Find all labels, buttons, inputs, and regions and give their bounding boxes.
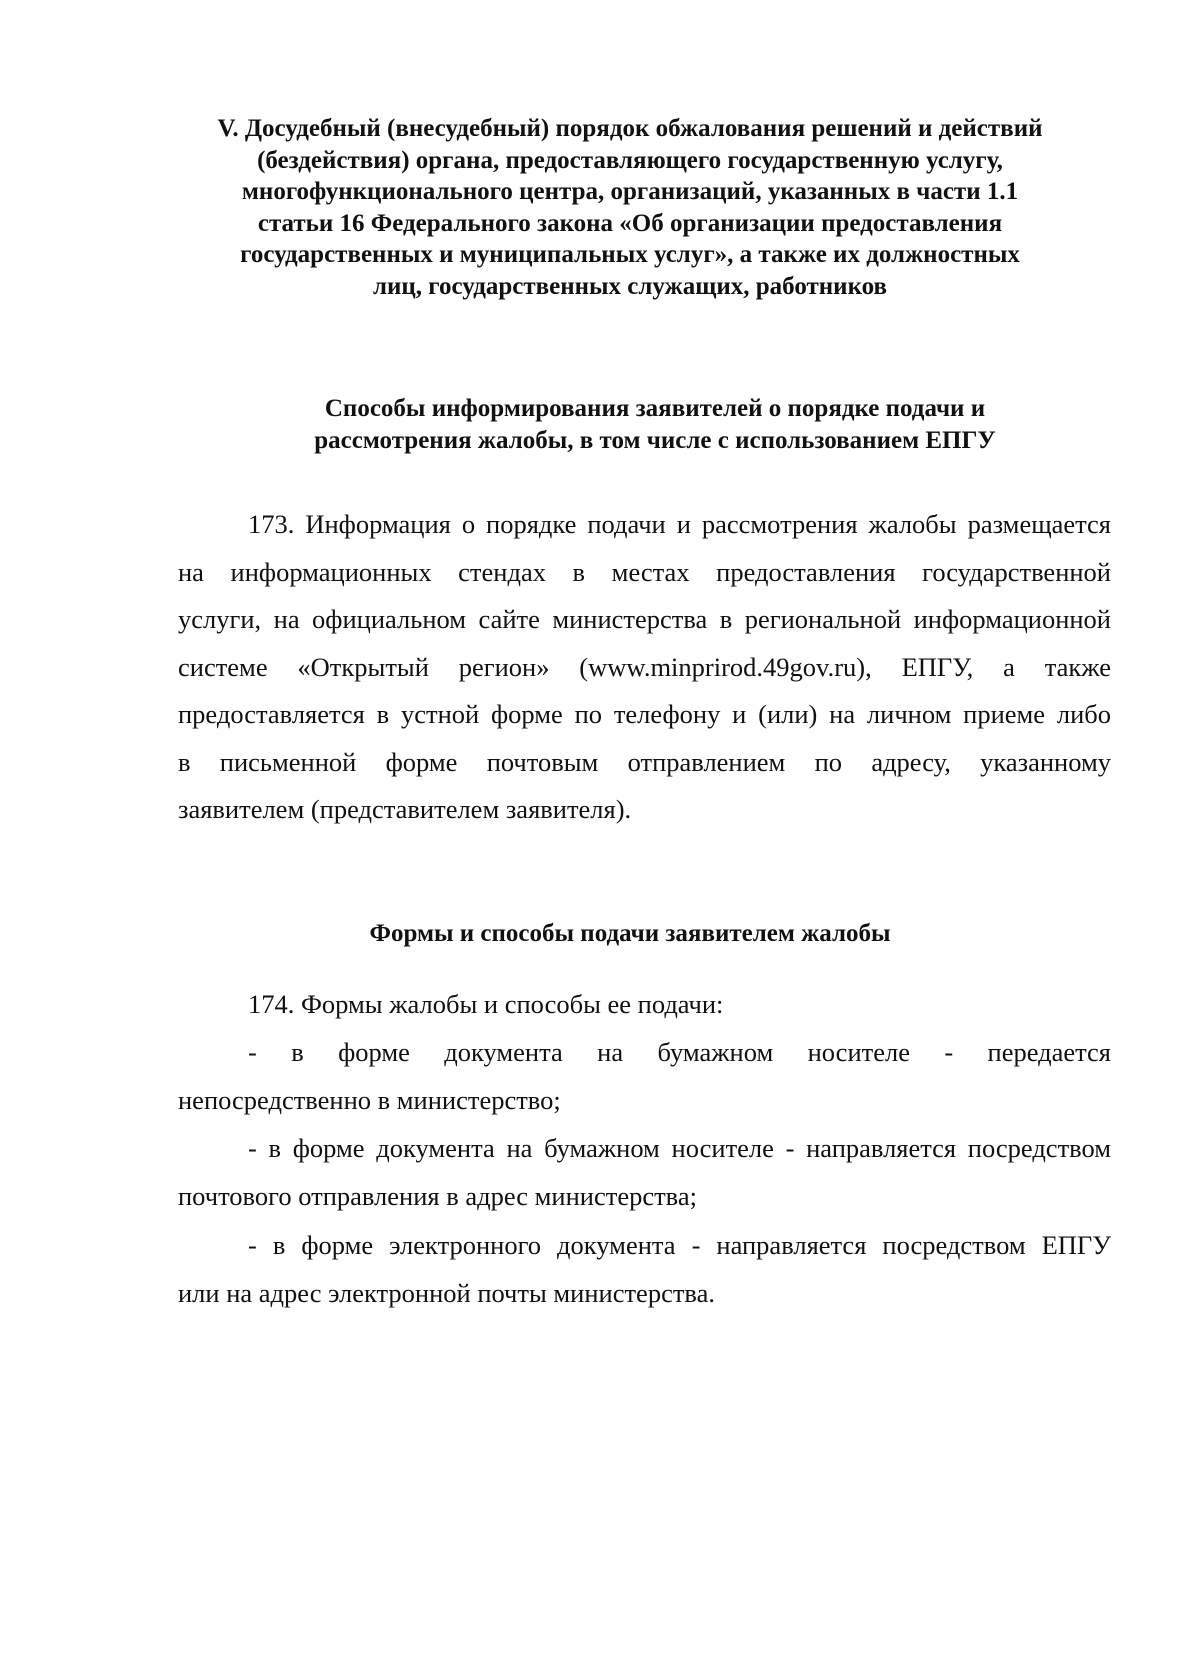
paragraph-line: почтового отправления в адрес министерства; xyxy=(178,1180,697,1211)
section-heading xyxy=(150,113,1110,302)
paragraph-line: заявителем (представителем заявителя). xyxy=(178,794,632,824)
paragraph-line: на информационных стендах в местах предоставления государственной xyxy=(178,556,1111,587)
section-heading-line: государственных и муниципальных услуг», а также их должностных xyxy=(240,241,1020,268)
paragraph-line: предоставляется в устной форме по телефону и (или) на личном приеме либо xyxy=(178,699,1111,729)
paragraph-174-item-3 xyxy=(178,1222,1111,1317)
paragraph-line: системе «Открытый регион» (www.minprirod.49gov.ru), ЕПГУ, а также xyxy=(178,651,1111,682)
paragraph-line: непосредственно в министерство; xyxy=(178,1084,561,1115)
section-heading-line: статьи 16 Федерального закона «Об организации предоставления xyxy=(257,209,1003,237)
subheading-line: Способы информирования заявителей о порядке подачи и xyxy=(324,395,986,422)
paragraph-line: в письменной форме почтовым отправлением по адресу, указанному xyxy=(178,746,1111,777)
paragraph-line: или на адрес электронной почты министерства. xyxy=(178,1277,715,1308)
section-heading-line: многофункционального центра, организаций, указанных в части 1.1 xyxy=(241,178,1019,205)
paragraph-line: услуги, на официальном сайте министерства в региональной информационной xyxy=(178,604,1111,634)
paragraph-174-item-2 xyxy=(178,1125,1111,1220)
subheading-informing xyxy=(230,393,1080,456)
paragraph-line: - в форме документа на бумажном носителе - передается xyxy=(248,1037,1111,1067)
paragraph-line: - в форме документа на бумажном носителе - направляется посредством xyxy=(248,1133,1111,1163)
section-heading-line: лиц, государственных служащих, работников xyxy=(372,272,888,300)
subheading-line: Формы и способы подачи заявителем жалобы xyxy=(369,920,891,947)
subheading-line: рассмотрения жалобы, в том числе с использованием ЕПГУ xyxy=(314,426,996,454)
section-heading-line: V. Досудебный (внесудебный) порядок обжалования решений и действий xyxy=(217,115,1043,142)
section-heading-line: (бездействия) органа, предоставляющего государственную услугу, xyxy=(257,146,1003,174)
paragraph-line: - в форме электронного документа - направляется посредством ЕПГУ xyxy=(248,1230,1111,1260)
paragraph-174-intro xyxy=(178,981,1111,1029)
paragraph-line: 173. Информация о порядке подачи и рассмотрения жалобы размещается xyxy=(248,509,1111,539)
paragraph-173 xyxy=(178,501,1111,834)
paragraph-174-item-1 xyxy=(178,1029,1111,1124)
paragraph-line: 174. Формы жалобы и способы ее подачи: xyxy=(248,989,724,1019)
subheading-forms xyxy=(200,918,1060,950)
